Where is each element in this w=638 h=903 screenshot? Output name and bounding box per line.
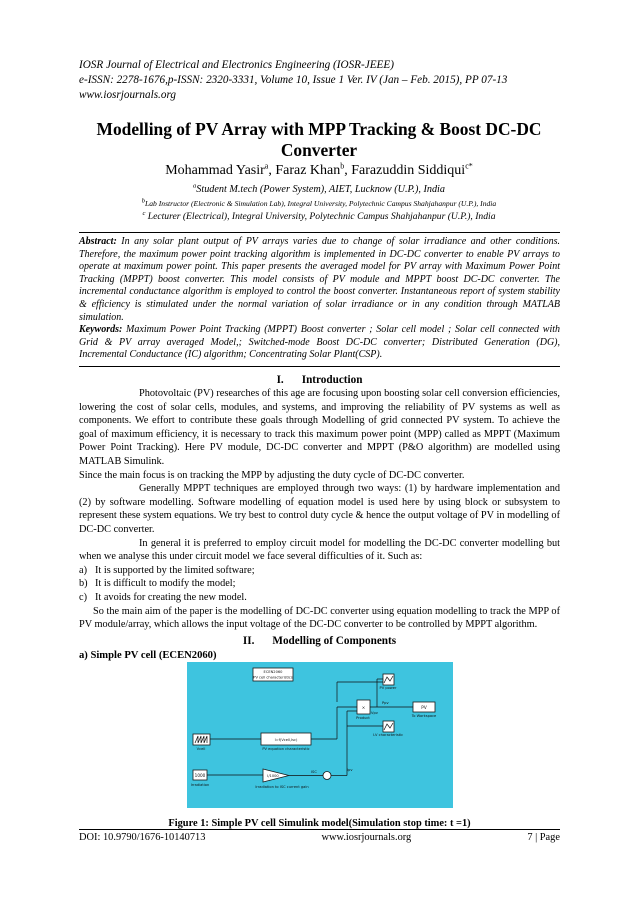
affiliation-b bbox=[79, 199, 559, 208]
section-1-title: Introduction bbox=[301, 374, 363, 386]
title-block-sublabel: PV cell characteristics bbox=[253, 675, 293, 680]
ramp-source-block bbox=[193, 734, 210, 745]
keywords-text: Maximum Power Point Tracking (MPPT) Boost converter ; Solar cell model ; Solar cell connected with Grid & PV array averaged Model,; Switched-mode Boost DC-DC converter; Distributed Generation (DG), Incremental Conductance (IC) algorithm; Concentrating Solar Plant(CSP). bbox=[79, 324, 560, 361]
gain-label: I/1000 bbox=[267, 774, 279, 778]
section-1-paragraph-3: Generally MPPT techniques are employed through two ways: (1) by hardware implementation and (2) by software modelling. Software modelling of equation model is used here by using block or subsystem to represent these system equations. We try best to control duty cycle & hence the output voltage of PV in modelling of DC-DC converter. bbox=[79, 483, 560, 535]
affiliation-b-sup: b bbox=[141, 197, 146, 205]
isc-signal-label: ISC bbox=[311, 770, 317, 774]
title-line-2: Converter bbox=[280, 140, 358, 160]
author-1: Mohammad Yasir bbox=[165, 163, 265, 178]
paper-title bbox=[79, 119, 559, 161]
affiliation-a-text: Student M.tech (Power System), AIET, Lucknow (U.P.), India bbox=[196, 184, 445, 195]
pv-power-scope-label: PV power bbox=[379, 686, 397, 690]
author-list bbox=[79, 162, 559, 180]
vpv-signal-label: Vpv bbox=[371, 711, 378, 715]
ipv-signal-label: Ipv bbox=[347, 768, 353, 772]
abstract-block bbox=[79, 236, 560, 362]
section-2-heading bbox=[79, 635, 560, 647]
product-label: Product bbox=[356, 716, 370, 720]
section-1-number: I. bbox=[276, 374, 284, 386]
list-item-text: It is supported by the limited software; bbox=[95, 564, 255, 576]
author-2-sup: b bbox=[340, 161, 345, 171]
affiliation-a-sup: a bbox=[193, 182, 197, 190]
abstract-paragraph bbox=[79, 236, 560, 324]
section-1-body bbox=[79, 387, 560, 632]
list-item-label: b) bbox=[79, 578, 88, 590]
section-2-number: II. bbox=[242, 635, 255, 647]
gain-sublabel: Irradiation to ISC current gain bbox=[255, 785, 309, 789]
journal-name: IOSR Journal of Electrical and Electronics Engineering (IOSR-JEEE) bbox=[79, 59, 394, 71]
footer-rule bbox=[79, 829, 560, 830]
abstract-bottom-rule bbox=[79, 366, 560, 367]
iv-characteristic-scope-label: I-V characteristic bbox=[372, 733, 404, 737]
author-2: , Faraz Khan bbox=[268, 163, 341, 178]
list-item-text: It is difficult to modify the model; bbox=[95, 578, 236, 590]
sum-block bbox=[323, 772, 331, 780]
section-1-paragraph-4: In general it is preferred to employ circuit model for modelling the DC-DC converter modelling but when we analyse this under circuit model we face several difficulties of it. Such as: bbox=[79, 537, 560, 563]
pv-equation-sublabel: PV equation characteristic bbox=[262, 747, 310, 751]
list-item-label: a) bbox=[79, 564, 87, 576]
affiliation-c-sup: c bbox=[142, 209, 146, 217]
page-footer bbox=[79, 832, 560, 843]
pv-equation-label: I=f(Vcell,Isc) bbox=[274, 738, 298, 742]
section-1-paragraph-2: Since the main focus is on tracking the MPP by adjusting the duty cycle of DC-DC converter. bbox=[79, 469, 465, 481]
footer-page-number: 7 | Page bbox=[527, 832, 560, 843]
section-2-title: Modelling of Components bbox=[272, 635, 397, 647]
list-item-label: c) bbox=[79, 591, 87, 603]
title-line-1: Modelling of PV Array with MPP Tracking & Boost DC-DC bbox=[96, 119, 542, 139]
section-1-heading bbox=[79, 374, 560, 386]
footer-doi: DOI: 10.9790/1676-10140713 bbox=[79, 832, 206, 843]
affiliation-a bbox=[79, 184, 559, 195]
affiliation-b-text: Lab Instructor (Electronic & Simulation Lab), Integral University, Polytechnic Campus Shahjahanpur (U.P.), India bbox=[145, 199, 497, 208]
keywords-paragraph bbox=[79, 324, 560, 362]
product-symbol: × bbox=[361, 705, 366, 710]
section-1-paragraph-1: Photovoltaic (PV) researches of this age are focusing upon boosting solar cell conversion efficiencies, lowering the cost of solar cells, modules, and systems, and improving the reliability of PV systems as well as components. We effort to contribute these goals through Modelling of grid connected PV system. To achieve the goal of maximum efficiency, it is necessary to track this maximum power point (MPP) called as MPPT (Maximum Power Point Tracking). Here PV module, DC-DC converter and MPPT (P&O algorithm) are modelled using MATLAB Simulink. bbox=[79, 388, 560, 467]
abstract-top-rule bbox=[79, 232, 560, 233]
affiliation-c bbox=[79, 211, 559, 222]
irradiation-constant-label: 1000 bbox=[194, 773, 206, 778]
figure-caption: Figure 1: Simple PV cell Simulink model(Simulation stop time: t =1) bbox=[168, 818, 471, 829]
journal-issn: e-ISSN: 2278-1676,p-ISSN: 2320-3331, Volume 10, Issue 1 Ver. IV (Jan – Feb. 2015), PP 07-13 bbox=[79, 74, 508, 86]
ppv-signal-label: Ppv bbox=[382, 701, 389, 705]
journal-website[interactable]: www.iosrjournals.org bbox=[79, 89, 176, 101]
section-2-subheading: a) Simple PV cell (ECEN2060) bbox=[79, 650, 217, 661]
title-block-label: ECEN2060 bbox=[263, 670, 283, 674]
list-item bbox=[79, 577, 560, 591]
list-item-text: It avoids for creating the new model. bbox=[95, 591, 247, 603]
list-item bbox=[79, 564, 560, 578]
ramp-label: Vcell bbox=[196, 747, 206, 751]
author-3: , Farazuddin Siddiqui bbox=[344, 163, 466, 178]
footer-website[interactable]: www.iosrjournals.org bbox=[321, 832, 412, 843]
abstract-text: In any solar plant output of PV arrays varies due to change of solar irradiance and other conditions. Therefore, the maximum power point tracking algorithm is implemented in DC-DC converter to enable PV arrays to operate at maximum power point. This paper presents the averaged model for PV array with Maximum Power Point Tracking (MPPT) boost converter. This model consists of PV module and MPPT boost DC-DC converter. The incremental conductance algorithm is employed to control the boost converter. Instantaneous report of system stability & efficiency is stimulated under the normal variation of solar irradiance or in any condition through MATLAB simulation. bbox=[79, 236, 560, 323]
author-3-sup: c* bbox=[465, 161, 473, 171]
author-1-sup: a bbox=[264, 161, 269, 171]
list-item bbox=[79, 591, 560, 605]
abstract-label: Abstract: bbox=[79, 236, 117, 247]
to-workspace-sublabel: To Workspace bbox=[411, 714, 437, 718]
affiliation-c-text: Lecturer (Electrical), Integral University, Polytechnic Campus Shahjahanpur (U.P.), India bbox=[145, 211, 496, 222]
to-workspace-label: PV bbox=[421, 705, 427, 710]
journal-header bbox=[79, 58, 559, 103]
difficulty-list bbox=[79, 564, 560, 605]
simulink-svg bbox=[187, 662, 453, 808]
simulink-diagram bbox=[187, 662, 453, 808]
irradiation-constant-sublabel: Irradiation bbox=[190, 783, 210, 787]
keywords-label: Keywords: bbox=[79, 324, 123, 336]
section-1-paragraph-5: So the main aim of the paper is the modelling of DC-DC converter using equation modelling to track the MPP of PV module/array, which allows the input voltage of the DC-DC converter to be controlled by MPPT algorithm. bbox=[79, 605, 560, 631]
